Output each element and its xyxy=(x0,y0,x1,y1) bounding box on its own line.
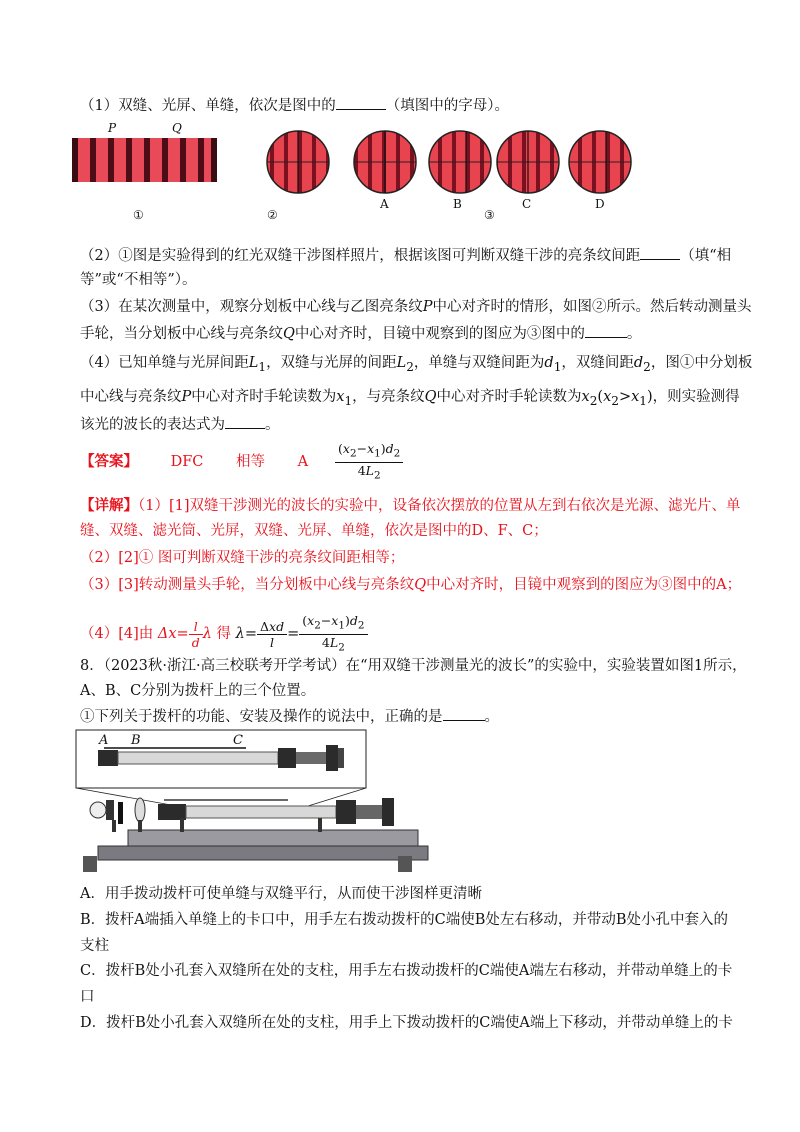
q7-part4-line1: （4）已知单缝与光屏间距$L_1$，双缝与光屏的间距$L_2$，单缝与双缝间距为$d_1$，双缝间距$d_2$，图①中分划板 xyxy=(80,355,753,374)
detail-1-line2: 缝、双缝、滤光筒、光屏，双缝、光屏、单缝，依次是图中的D、F、C； xyxy=(80,523,548,539)
q7-part1: （1）双缝、光屏、单缝，依次是图中的 （填图中的字母）。 xyxy=(80,95,509,116)
interference-figures xyxy=(60,118,660,230)
q7-part2-line2: 等”或“不相等”）。 xyxy=(80,272,197,288)
q7-part4-line3: 该光的波长的表达式为 。 xyxy=(80,414,280,435)
label-fig1: ① xyxy=(133,208,144,222)
q8-option-c-line1: C．拨杆B处小孔套入双缝所在处的支柱，用手左右拨动拨杆的C端使A端左右移动，并带动单缝上的卡 xyxy=(80,963,733,979)
q7-part4-line2: 中心线与亮条纹P中心对齐时手轮读数为$x_1$，与亮条纹Q中心对齐时手轮读数为$x_2(x_2>x_1)$，则实验测得 xyxy=(80,389,740,408)
q8-option-a: A．用手拨动拨杆可使单缝与双缝平行，从而使干涉图样更清晰 xyxy=(80,886,482,902)
detail-3: （3）[3]转动测量头手轮，当分划板中心线与亮条纹Q中心对齐时，目镜中观察到的图应为③图中的A； xyxy=(80,577,742,593)
label-B: B xyxy=(453,197,462,211)
label-A: A xyxy=(380,197,389,211)
q8-option-d: D．拨杆B处小孔套入双缝所在处的支柱，用手上下拨动拨杆的C端使A端上下移动，并带动单缝上的卡 xyxy=(80,1015,733,1031)
q7-part3-line2: 手轮，当分划板中心线与亮条纹Q中心对齐时，目镜中观察到的图应为③图中的 。 xyxy=(80,323,641,344)
reticle-view-B xyxy=(425,128,505,198)
answer-row: 【答案】 DFC 相等 A xyxy=(80,453,309,470)
label-P: P xyxy=(108,121,117,135)
q8-option-b-line2: 支柱 xyxy=(80,938,109,954)
label-C: C xyxy=(522,197,532,211)
answer-blank xyxy=(225,414,265,429)
label-fig3: ③ xyxy=(484,208,495,222)
q8-stem-line1: 8．（2023秋·浙江·高三校联考开学考试）在“用双缝干涉测量光的波长”的实验中，实验装置如图1所示， xyxy=(80,658,747,674)
answer-4-formula: $\frac{(x_2-x_1)d_2}{4L_2}$ xyxy=(335,441,403,483)
answer-blank xyxy=(585,323,627,338)
answer-blank xyxy=(640,245,680,260)
label-fig2: ② xyxy=(267,208,278,222)
detail-2: （2）[2]① 图可判断双缝干涉的亮条纹间距相等； xyxy=(80,550,405,566)
rod-label-A: A xyxy=(99,733,109,748)
answer-blank xyxy=(443,706,485,721)
rod-label-B: B xyxy=(131,733,141,748)
fringe-photo xyxy=(72,138,217,182)
label-Q: Q xyxy=(172,121,182,135)
apparatus-figure xyxy=(68,728,440,878)
reticle-view-A xyxy=(348,128,428,198)
answer-3: A xyxy=(297,454,309,470)
label-D: D xyxy=(595,197,605,211)
q7-part2-line1: （2）①图是实验得到的红光双缝干涉图样照片，根据该图可判断双缝干涉的亮条纹间距 （填“相 xyxy=(80,245,731,266)
answer-1: DFC xyxy=(170,454,204,470)
q7-part3-line1: （3）在某次测量中，观察分划板中心线与乙图亮条纹P中心对齐时的情形，如图②所示。然后转动测量头 xyxy=(80,299,752,315)
rod-label-C: C xyxy=(233,733,243,748)
q8-option-b-line1: B．拨杆A端插入单缝上的卡口中，用手左右拨动拨杆的C端使B处左右移动，并带动B处小孔中套入的 xyxy=(80,912,729,928)
q8-option-c-line2: 口 xyxy=(80,989,95,1005)
reticle-view-C xyxy=(490,128,570,198)
reticle-view-D xyxy=(562,128,642,198)
answer-2: 相等 xyxy=(236,454,265,470)
q8-ask: ①下列关于拨杆的功能、安装及操作的说法中，正确的是 。 xyxy=(80,706,499,727)
q8-stem-line2: A、B、C分别为拨杆上的三个位置。 xyxy=(80,683,316,699)
reticle-view-2 xyxy=(260,128,340,198)
detail-4: （4）[4]由 Δx= $\frac{l}{d}$ λ 得 λ= $\frac{\text{Δxd}}{l}$ = $\frac{(x_2-x_1)d_2}{4L_2}$ xyxy=(80,613,368,655)
answer-blank xyxy=(336,95,386,110)
detail-1-line1: 【详解】（1）[1]双缝干涉测光的波长的实验中，设备依次摆放的位置从左到右依次是光源、滤光片、单 xyxy=(80,497,741,514)
